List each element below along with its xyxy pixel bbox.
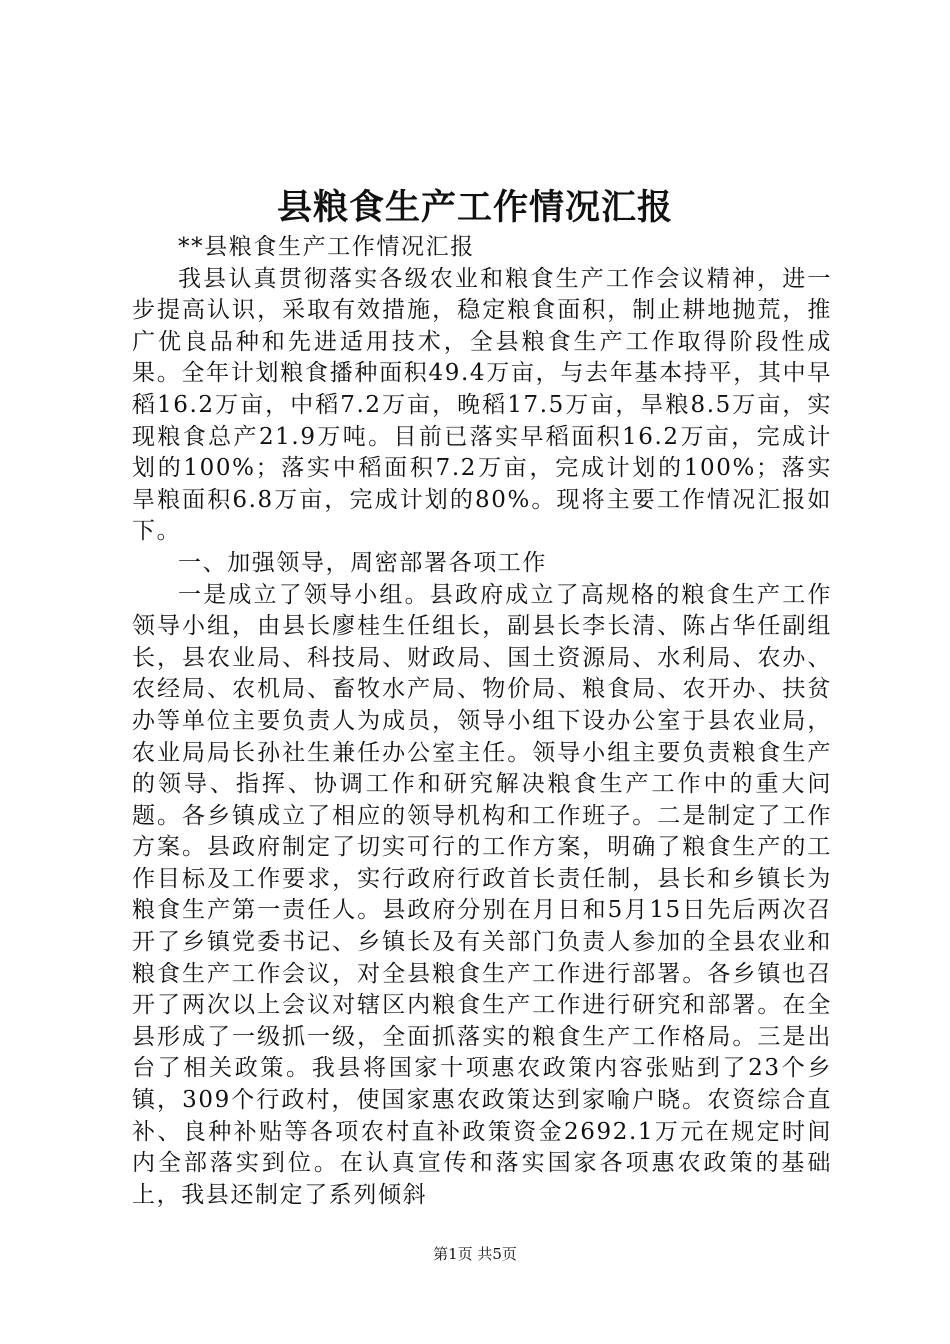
document-title: 县粮食生产工作情况汇报 xyxy=(276,187,673,228)
paragraph-intro: 我县认真贯彻落实各级农业和粮食生产工作会议精神，进一步提高认识，采取有效措施，稳定粮食面积，制止耕地抛荒，推广优良品种和先进适用技术，全县粮食生产工作取得阶段性成果。全年计划粮食播种面积49.4万亩，与去年基本持平，其中早稻16.2万亩，中稻7.2万亩，晚稻17.5万亩，旱粮8.5万亩，实现粮食总产21.9万吨。目前已落实早稻面积16.2万亩，完成计划的100%；落实中稻面积7.2万亩，完成计划的100%；落实旱粮面积6.8万亩，完成计划的80%。现将主要工作情况汇报如下。 xyxy=(132,265,832,545)
paragraph-section-1: 一是成立了领导小组。县政府成立了高规格的粮食生产工作领导小组，由县长廖桂生任组长，副县长李长清、陈占华任副组长，县农业局、科技局、财政局、国土资源局、水利局、农办、农经局、农机局、畜牧水产局、物价局、粮食局、农开办、扶贫办等单位主要负责人为成员，领导小组下设办公室于县农业局，农业局局长孙社生兼任办公室主任。领导小组主要负责粮食生产的领导、指挥、协调工作和研究解决粮食生产工作中的重大问题。各乡镇成立了相应的领导机构和工作班子。二是制定了工作方案。县政府制定了切实可行的工作方案，明确了粮食生产的工作目标及工作要求，实行政府行政首长责任制，县长和乡镇长为粮食生产第一责任人。县政府分别在月日和5月15日先后两次召开了乡镇党委书记、乡镇长及有关部门负责人参加的全县农业和粮食生产工作会议，对全县粮食生产工作进行部署。各乡镇也召开了两次以上会议对辖区内粮食生产工作进行研究和部署。在全县形成了一级抓一级，全面抓落实的粮食生产工作格局。三是出台了相关政策。我县将国家十项惠农政策内容张贴到了23个乡镇，309个行政村，使国家惠农政策达到家喻户晓。农资综合直补、良种补贴等各项农村直补政策资金2692.1万元在规定时间内全部落实到位。在认真宣传和落实国家各项惠农政策的基础上，我县还制定了系列倾斜 xyxy=(132,581,832,1208)
page-number: 第1页 共5页 xyxy=(433,1245,517,1263)
document-subtitle: **县粮食生产工作情况汇报 xyxy=(178,234,475,260)
document-body xyxy=(132,232,832,1211)
section-heading: 一、加强领导，周密部署各项工作 xyxy=(178,549,547,576)
